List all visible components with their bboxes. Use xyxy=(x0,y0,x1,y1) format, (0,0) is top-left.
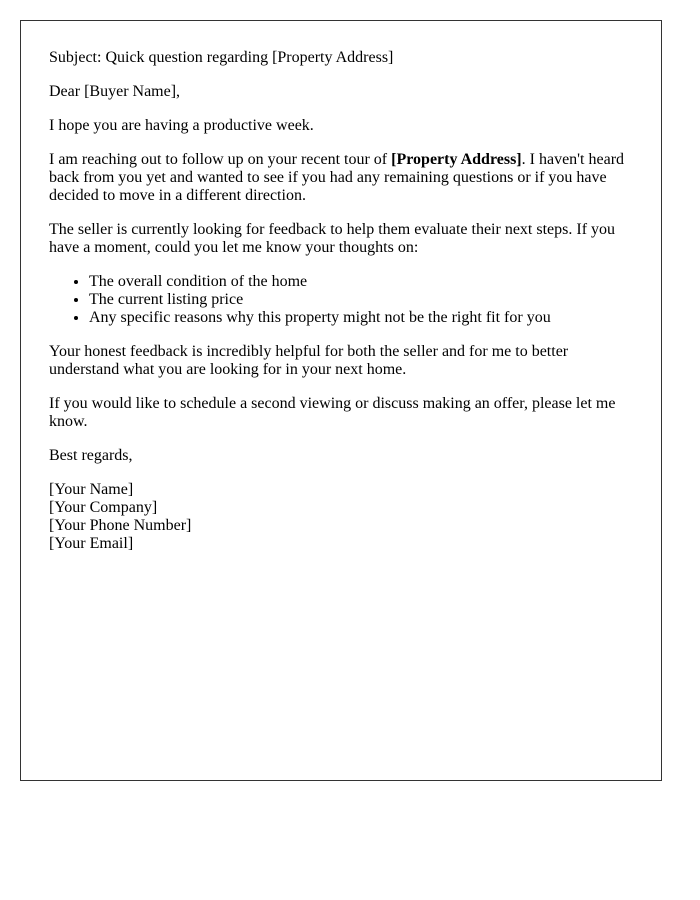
para1-before: I am reaching out to follow up on your recent tour of xyxy=(49,151,392,168)
next-steps-paragraph: If you would like to schedule a second viewing or discuss making an offer, please let me know. xyxy=(49,395,616,430)
greeting: Dear [Buyer Name], xyxy=(49,83,181,100)
follow-up-paragraph xyxy=(49,151,633,205)
list-item: • The current listing price xyxy=(89,291,633,309)
appreciation-paragraph: Your honest feedback is incredibly helpful for both the seller and for me to better understand what you are looking for in your next home. xyxy=(49,343,569,378)
signature-email: [Your Email] xyxy=(49,535,134,552)
signature-name: [Your Name] xyxy=(49,481,134,498)
list-item: • Any specific reasons why this property might not be the right fit for you xyxy=(89,309,633,327)
closing: Best regards, xyxy=(49,447,133,464)
signature-block xyxy=(49,481,633,553)
para1-after: . I haven't heard back from you yet and wanted to see if you had any remaining questions or if you have decided to move in a different direction. xyxy=(49,151,625,204)
letter xyxy=(20,20,662,781)
feedback-list xyxy=(49,273,633,327)
signature-phone: [Your Phone Number] xyxy=(49,517,192,534)
property-address: [Property Address] xyxy=(391,151,522,168)
signature-company: [Your Company] xyxy=(49,499,158,516)
opening-line: I hope you are having a productive week. xyxy=(49,117,314,134)
feedback-request-paragraph: The seller is currently looking for feedback to help them evaluate their next steps. If you have a moment, could you let me know your thoughts on: xyxy=(49,221,616,256)
list-item: • The overall condition of the home xyxy=(89,273,633,291)
subject-line: Subject: Quick question regarding [Property Address] xyxy=(49,49,394,66)
